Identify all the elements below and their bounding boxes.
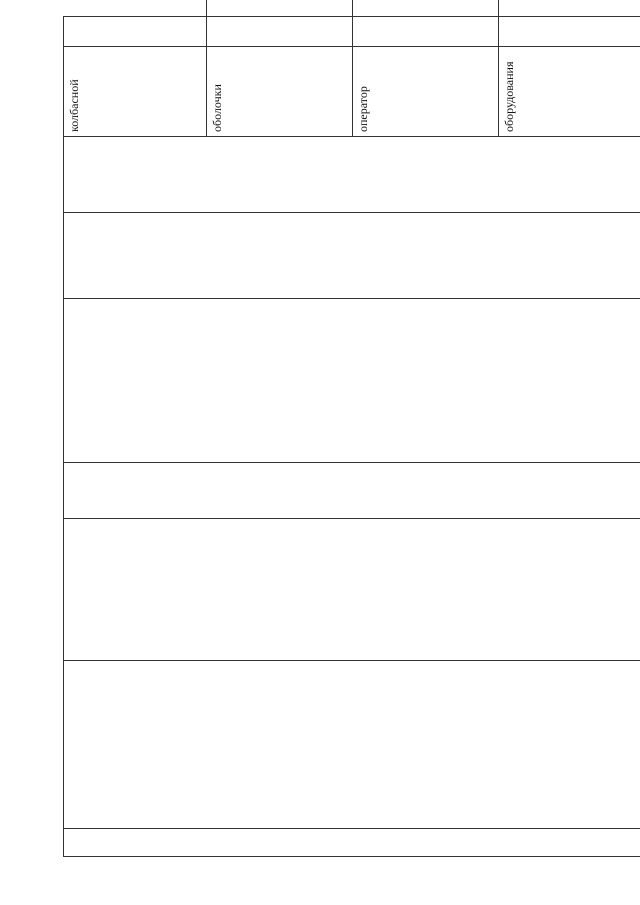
top-grad-line: оператор <box>352 0 498 136</box>
top-grad-cell <box>64 47 640 137</box>
enterprise-table <box>63 16 640 857</box>
top-grad-line: оборудования <box>498 0 640 136</box>
top-grad-line: колбасной <box>64 0 207 136</box>
top-block-row <box>64 17 640 857</box>
rotated-table-wrapper <box>63 17 640 857</box>
top-grad-line: оболочки <box>207 0 353 136</box>
